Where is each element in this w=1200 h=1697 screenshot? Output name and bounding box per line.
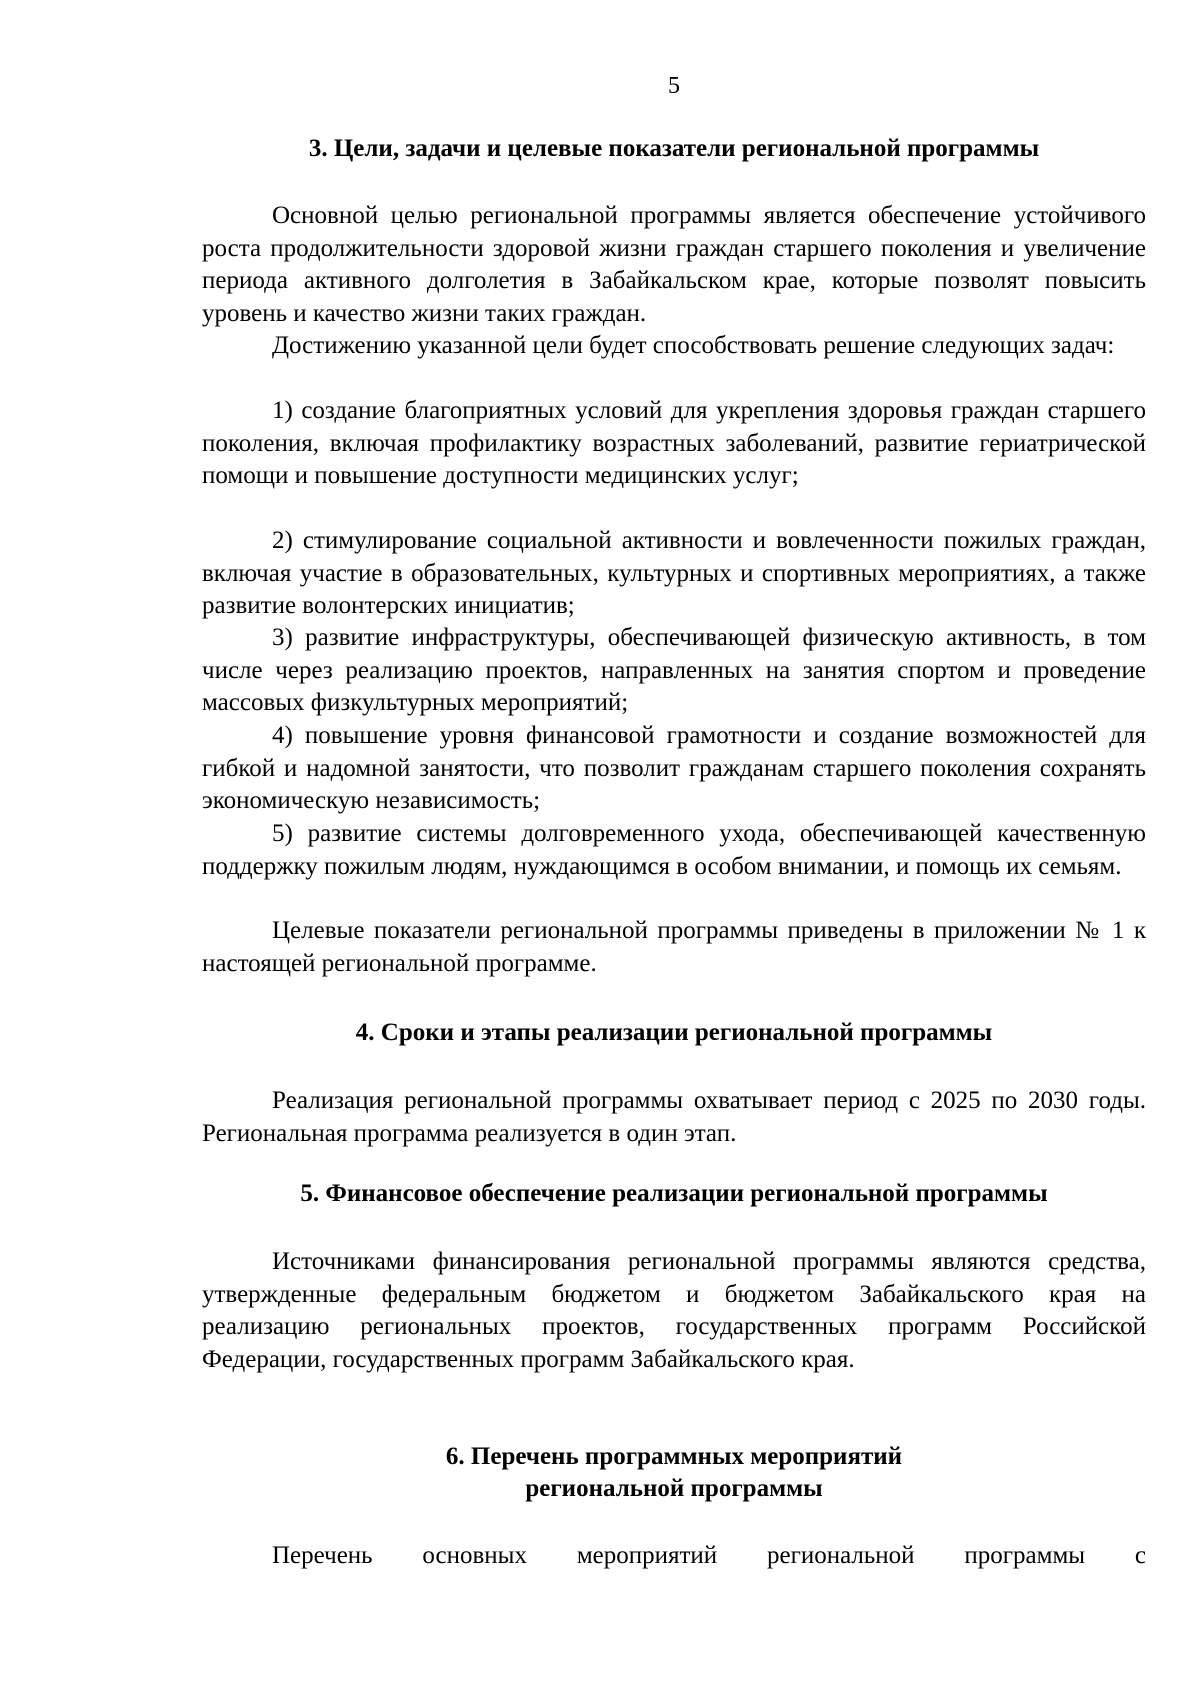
section-6-heading [202,1441,1146,1505]
section-6-paragraph: Перечень основных мероприятий региональной программы с [272,1542,1146,1569]
task-list-item: 4) повышение уровня финансовой грамотности и создание возможностей для гибкой и надомной занятости, что позволит гражданам старшего поколения сохранять экономическую независимость; [202,722,1146,814]
section-3-paragraph: Целевые показатели региональной программы приведены в приложении № 1 к настоящей региональной программе. [202,917,1146,977]
section-6-heading-line-1: 6. Перечень программных мероприятий [445,1443,903,1470]
section-5-heading: 5. Финансовое обеспечение реализации региональной программы [300,1180,1048,1207]
section-6-heading-line-2: региональной программы [525,1475,823,1502]
page-number: 5 [668,73,680,99]
task-list-item: 1) создание благоприятных условий для укрепления здоровья граждан старшего поколения, включая профилактику возрастных заболеваний, развитие гериатрической помощи и повышение доступности медицинских услуг; [202,397,1146,489]
task-list-item: 2) стимулирование социальной активности и вовлеченности пожилых граждан, включая участие в образовательных, культурных и спортивных мероприятиях, а также развитие волонтерских инициатив; [202,527,1146,619]
section-4-heading: 4. Сроки и этапы реализации региональной программы [355,1019,993,1046]
section-3-heading: 3. Цели, задачи и целевые показатели региональной программы [308,135,1040,162]
document-page [202,0,1146,1697]
section-3-paragraph: Основной целью региональной программы является обеспечение устойчивого роста продолжительности здоровой жизни граждан старшего поколения и увеличение периода активного долголетия в Забайкальском крае, которые позволят повысить уровень и качество жизни таких граждан. [202,202,1146,327]
section-5-paragraph: Источниками финансирования региональной программы являются средства, утвержденные федеральным бюджетом и бюджетом Забайкальского края на реализацию региональных проектов, государственных программ Российской Федерации, государственных программ Забайкальского края. [202,1248,1146,1373]
section-3-paragraph: Достижению указанной цели будет способствовать решение следующих задач: [272,332,1115,359]
task-list-item: 5) развитие системы долговременного ухода, обеспечивающей качественную поддержку пожилым людям, нуждающимся в особом внимании, и помощь их семьям. [202,820,1146,880]
task-list-item: 3) развитие инфраструктуры, обеспечивающей физическую активность, в том числе через реализацию проектов, направленных на занятия спортом и проведение массовых физкультурных мероприятий; [202,624,1146,716]
section-4-paragraph: Реализация региональной программы охватывает период с 2025 по 2030 годы. Региональная программа реализуется в один этап. [202,1087,1146,1147]
